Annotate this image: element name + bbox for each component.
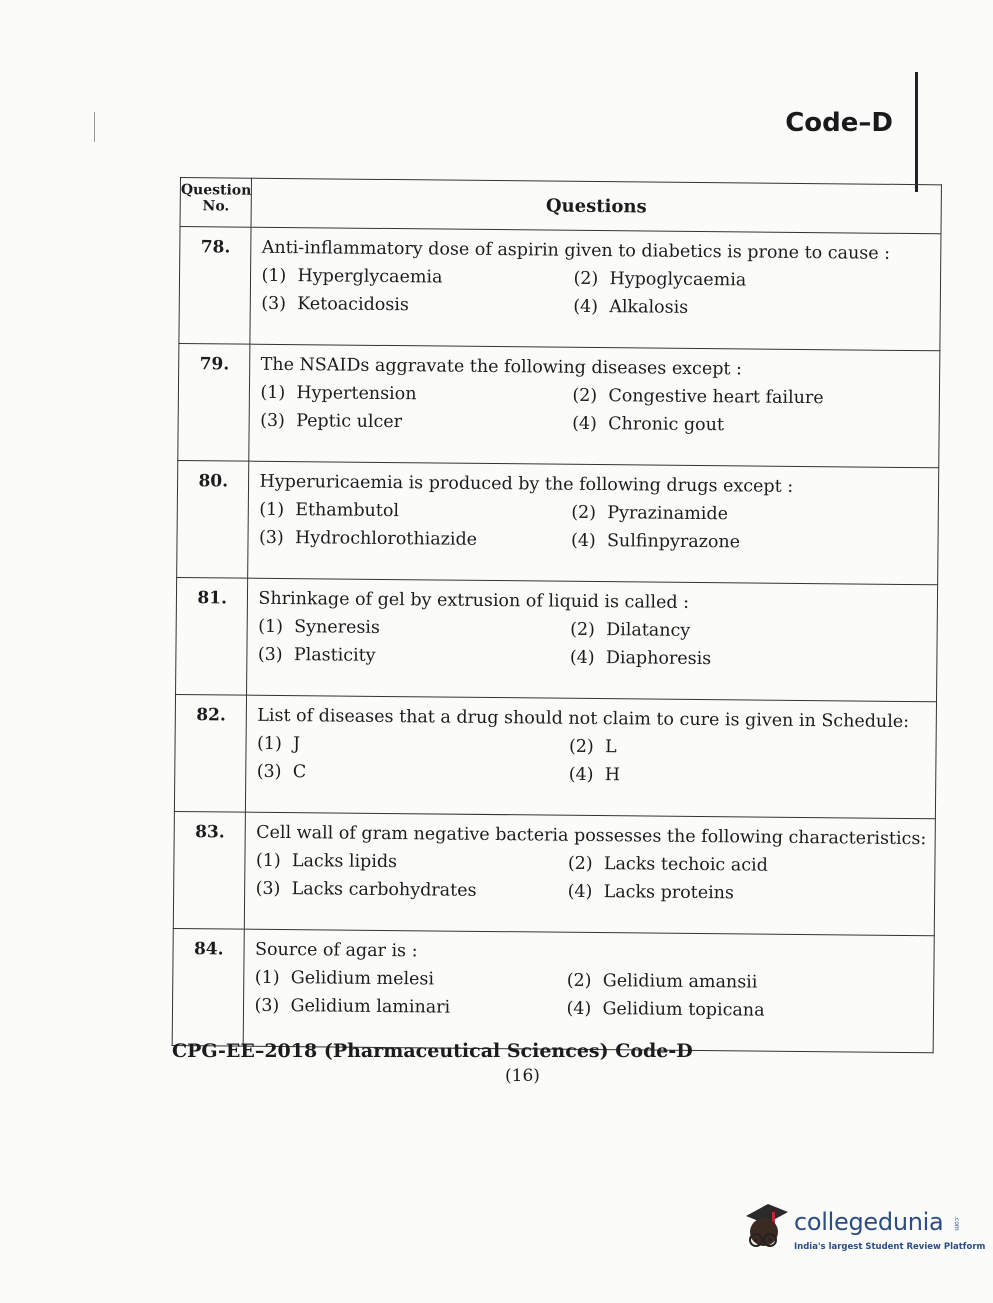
- question-number: 81.: [176, 577, 249, 695]
- option-text: Lacks carbohydrates: [291, 879, 477, 901]
- option-number: (4): [566, 998, 592, 1019]
- option-text: Diaphoresis: [605, 648, 712, 670]
- option-list: [261, 266, 932, 320]
- option-text: Lacks lipids: [291, 851, 398, 873]
- option-number: (3): [254, 995, 280, 1016]
- option-number: (2): [570, 619, 596, 641]
- answer-option: [567, 971, 925, 994]
- option-text: Gelidium laminari: [290, 996, 451, 1018]
- option-number: (3): [255, 878, 281, 899]
- option-number: (1): [261, 265, 287, 287]
- scan-edge-line: [915, 72, 918, 192]
- footer-exam-code: CPG-EE–2018 (Pharmaceutical Sciences) Code-D: [172, 1040, 693, 1062]
- scan-margin-mark: [94, 112, 95, 142]
- question-cell: [248, 461, 938, 585]
- answer-option: [570, 620, 928, 643]
- question-number: 80.: [177, 460, 250, 578]
- answer-option: [568, 854, 926, 877]
- answer-option: [566, 999, 924, 1022]
- option-text: Hyperglycaemia: [297, 266, 443, 288]
- answer-option: [256, 879, 568, 902]
- option-number: (1): [260, 382, 286, 404]
- option-number: (3): [261, 293, 287, 315]
- question-cell: [250, 227, 940, 351]
- answer-option: [260, 411, 572, 434]
- question-number: 78.: [179, 227, 252, 345]
- option-text: Hydrochlorothiazide: [294, 528, 478, 550]
- header-question-no: Question No.: [180, 178, 252, 228]
- answer-option: [569, 765, 927, 788]
- mascot-icon: [738, 1196, 790, 1256]
- question-number: 82.: [174, 694, 247, 812]
- answer-option: [568, 882, 926, 905]
- question-text: Shrinkage of gel by extrusion of liquid is called :: [258, 588, 690, 613]
- option-number: (2): [573, 268, 599, 290]
- option-text: Congestive heart failure: [608, 386, 824, 409]
- question-text: The NSAIDs aggravate the following diseases except :: [260, 354, 743, 380]
- answer-option: [259, 528, 571, 551]
- option-text: Ethambutol: [295, 500, 400, 522]
- option-number: (2): [572, 385, 598, 407]
- option-list: [260, 383, 931, 437]
- answer-option: [571, 531, 929, 554]
- answer-option: [260, 383, 572, 406]
- question-text: Cell wall of gram negative bacteria possesses the following characteristics:: [256, 822, 927, 850]
- option-list: [258, 617, 929, 671]
- answer-option: [254, 996, 566, 1019]
- question-row: [173, 811, 935, 935]
- option-text: C: [292, 762, 307, 783]
- answer-option: [261, 294, 573, 317]
- code-label: Code–D: [785, 108, 893, 138]
- answer-option: [569, 737, 927, 760]
- option-number: (1): [256, 733, 282, 755]
- logo-domain-suffix: .com: [953, 1216, 960, 1231]
- page-number: (16): [505, 1066, 540, 1086]
- answer-option: [261, 266, 573, 289]
- logo-wordmark: collegedunia: [794, 1208, 944, 1236]
- question-text: Anti-inflammatory dose of aspirin given to diabetics is prone to cause :: [261, 237, 891, 264]
- option-text: Chronic gout: [608, 414, 725, 436]
- option-list: [257, 734, 928, 788]
- option-text: Gelidium amansii: [602, 971, 758, 993]
- option-number: (1): [259, 499, 285, 521]
- question-number: 79.: [178, 343, 251, 461]
- question-number: 83.: [173, 811, 246, 929]
- answer-option: [570, 648, 928, 671]
- option-number: (3): [256, 761, 282, 783]
- option-list: [254, 968, 925, 1022]
- option-text: Syneresis: [294, 617, 381, 638]
- answer-option: [573, 269, 931, 292]
- collegedunia-logo: [738, 1196, 986, 1258]
- question-cell: [247, 578, 937, 702]
- option-number: (4): [567, 881, 593, 902]
- option-number: (1): [258, 616, 284, 638]
- answer-option: [572, 386, 930, 409]
- header-questions: Questions: [251, 178, 941, 234]
- answer-option: [259, 500, 571, 523]
- option-number: (3): [260, 410, 286, 432]
- question-text: Hyperuricaemia is produced by the following drugs except :: [259, 471, 794, 497]
- answer-option: [255, 968, 567, 991]
- option-number: (1): [254, 967, 280, 988]
- answer-option: [257, 762, 569, 785]
- option-list: [256, 851, 927, 905]
- option-text: Lacks proteins: [603, 882, 735, 904]
- option-number: (4): [573, 296, 599, 318]
- question-text: List of diseases that a drug should not claim to cure is given in Schedule:: [257, 705, 910, 733]
- option-number: (4): [569, 647, 595, 669]
- option-text: Sulfinpyrazone: [606, 531, 741, 553]
- option-text: Lacks techoic acid: [603, 854, 768, 876]
- option-number: (4): [572, 413, 598, 435]
- question-row: [179, 227, 941, 351]
- table-header-row: [180, 178, 941, 234]
- option-text: Ketoacidosis: [297, 294, 410, 316]
- option-number: (3): [257, 644, 283, 666]
- option-number: (2): [567, 853, 593, 874]
- option-text: L: [604, 737, 617, 758]
- question-cell: [249, 344, 939, 468]
- option-text: Alkalosis: [609, 297, 689, 318]
- answer-option: [571, 503, 929, 526]
- option-number: (1): [255, 850, 281, 871]
- option-text: J: [292, 734, 301, 755]
- option-text: Hypertension: [296, 383, 417, 405]
- answer-option: [572, 414, 930, 437]
- option-text: Plasticity: [293, 645, 376, 666]
- question-row: [177, 460, 939, 584]
- question-row: [176, 577, 938, 701]
- option-text: Gelidium melesi: [290, 968, 435, 990]
- option-number: (2): [568, 736, 594, 757]
- option-text: Dilatancy: [606, 620, 691, 641]
- option-list: [259, 500, 930, 554]
- question-table: [172, 177, 942, 1053]
- option-text: H: [604, 765, 621, 786]
- question-cell: [246, 695, 936, 819]
- answer-option: [258, 645, 570, 668]
- option-number: (4): [568, 764, 594, 785]
- option-text: Peptic ulcer: [296, 411, 403, 433]
- question-rows: [172, 227, 940, 1053]
- option-number: (3): [258, 527, 284, 549]
- question-row: [178, 343, 940, 467]
- answer-option: [256, 851, 568, 874]
- answer-option: [573, 297, 931, 320]
- option-number: (2): [566, 970, 592, 991]
- question-cell: [245, 812, 935, 936]
- answer-option: [258, 617, 570, 640]
- question-cell: [244, 929, 934, 1053]
- option-text: Pyrazinamide: [607, 503, 729, 525]
- option-text: Hypoglycaemia: [609, 269, 747, 291]
- question-number: 84.: [172, 928, 245, 1046]
- option-text: Gelidium topicana: [602, 999, 765, 1021]
- question-row: [172, 928, 934, 1052]
- option-number: (2): [571, 502, 597, 524]
- answer-option: [257, 734, 569, 757]
- question-row: [174, 694, 936, 818]
- option-number: (4): [570, 530, 596, 552]
- question-text: Source of agar is :: [254, 939, 418, 962]
- logo-tagline: India's largest Student Review Platform: [794, 1242, 986, 1252]
